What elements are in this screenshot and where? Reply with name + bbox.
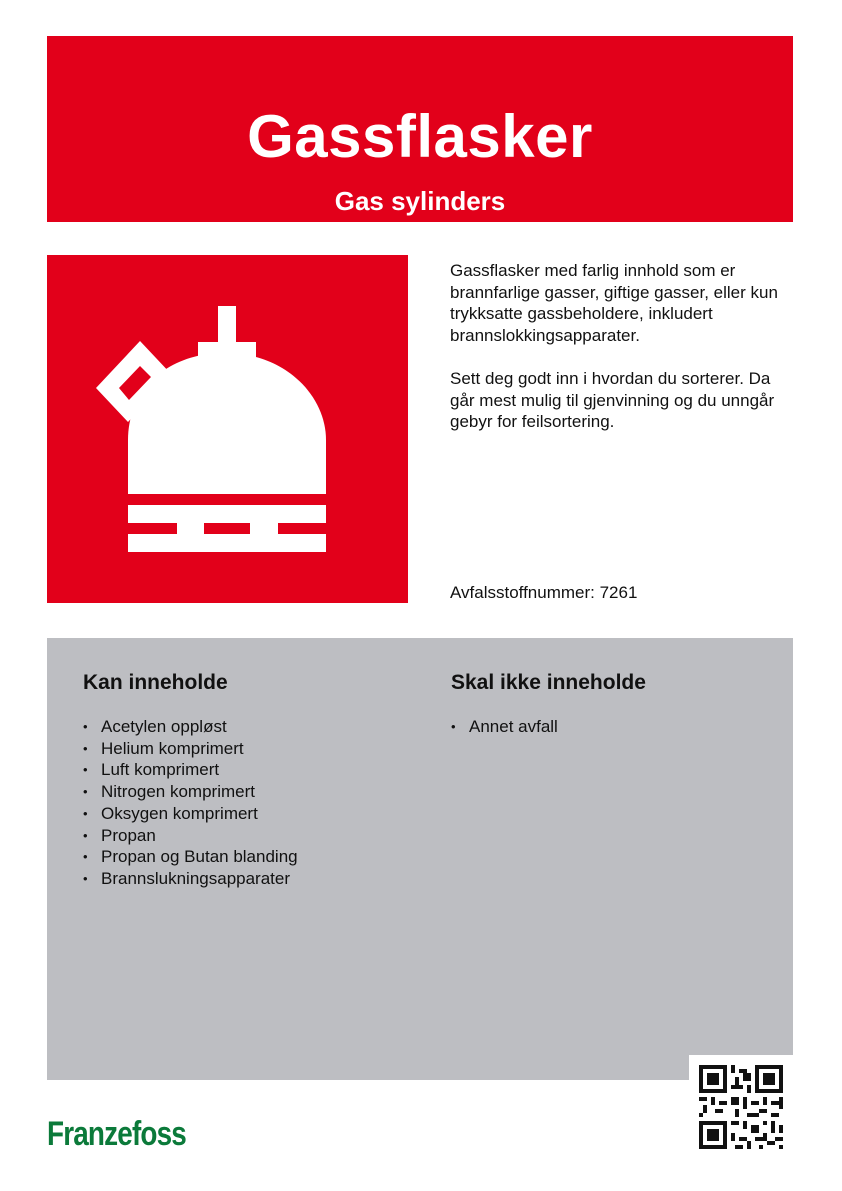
list-item: • Propan — [83, 825, 156, 845]
bullet-icon: • — [83, 827, 88, 843]
list-item: • Brannslukningsapparater — [83, 868, 291, 888]
bullet-icon: • — [451, 719, 456, 734]
must-not-contain-list — [451, 716, 771, 738]
waste-number: Avfalsstoffnummer: 7261 — [450, 583, 638, 602]
header-banner — [47, 36, 793, 222]
icon-panel — [47, 255, 408, 603]
can-contain-heading: Kan inneholde — [83, 671, 228, 694]
bullet-icon: • — [83, 784, 88, 800]
description — [450, 260, 795, 454]
list-item: • Helium komprimert — [83, 738, 244, 758]
list-item: • Nitrogen komprimert — [83, 782, 255, 802]
bullet-icon: • — [83, 740, 88, 756]
bullet-icon: • — [83, 870, 88, 886]
gas-cylinder-icon — [47, 255, 408, 603]
page-subtitle: Gas sylinders — [334, 186, 506, 216]
list-item: • Annet avfall — [451, 717, 558, 736]
must-not-contain-section — [451, 670, 646, 736]
bullet-icon: • — [83, 762, 88, 778]
page-title: Gassflasker — [247, 103, 593, 170]
description-paragraph-1: Gassflasker med farlig innhold som er brannfarlige gasser, giftige gasser, eller kun trykksatte gassbeholdere, inkludert brannslokkingsapparater. — [450, 261, 778, 345]
list-item: • Oksygen komprimert — [83, 803, 258, 823]
franzefoss-logo: Franzefoss — [47, 1115, 186, 1153]
list-item: • Luft komprimert — [83, 760, 220, 780]
qr-code-container[interactable] — [689, 1055, 793, 1155]
can-contain-section — [83, 670, 298, 888]
description-paragraph-2: Sett deg godt inn i hvordan du sorterer. Da går mest mulig til gjenvinning og du unngår gebyr for feilsortering. — [450, 368, 775, 432]
bullet-icon: • — [83, 849, 88, 865]
list-item: • Acetylen oppløst — [83, 717, 227, 736]
qr-code-icon[interactable] — [699, 1065, 783, 1149]
can-contain-list — [83, 716, 403, 890]
bullet-icon: • — [83, 719, 88, 734]
list-item: • Propan og Butan blanding — [83, 847, 298, 867]
must-not-contain-heading: Skal ikke inneholde — [451, 671, 646, 694]
bullet-icon: • — [83, 805, 88, 821]
